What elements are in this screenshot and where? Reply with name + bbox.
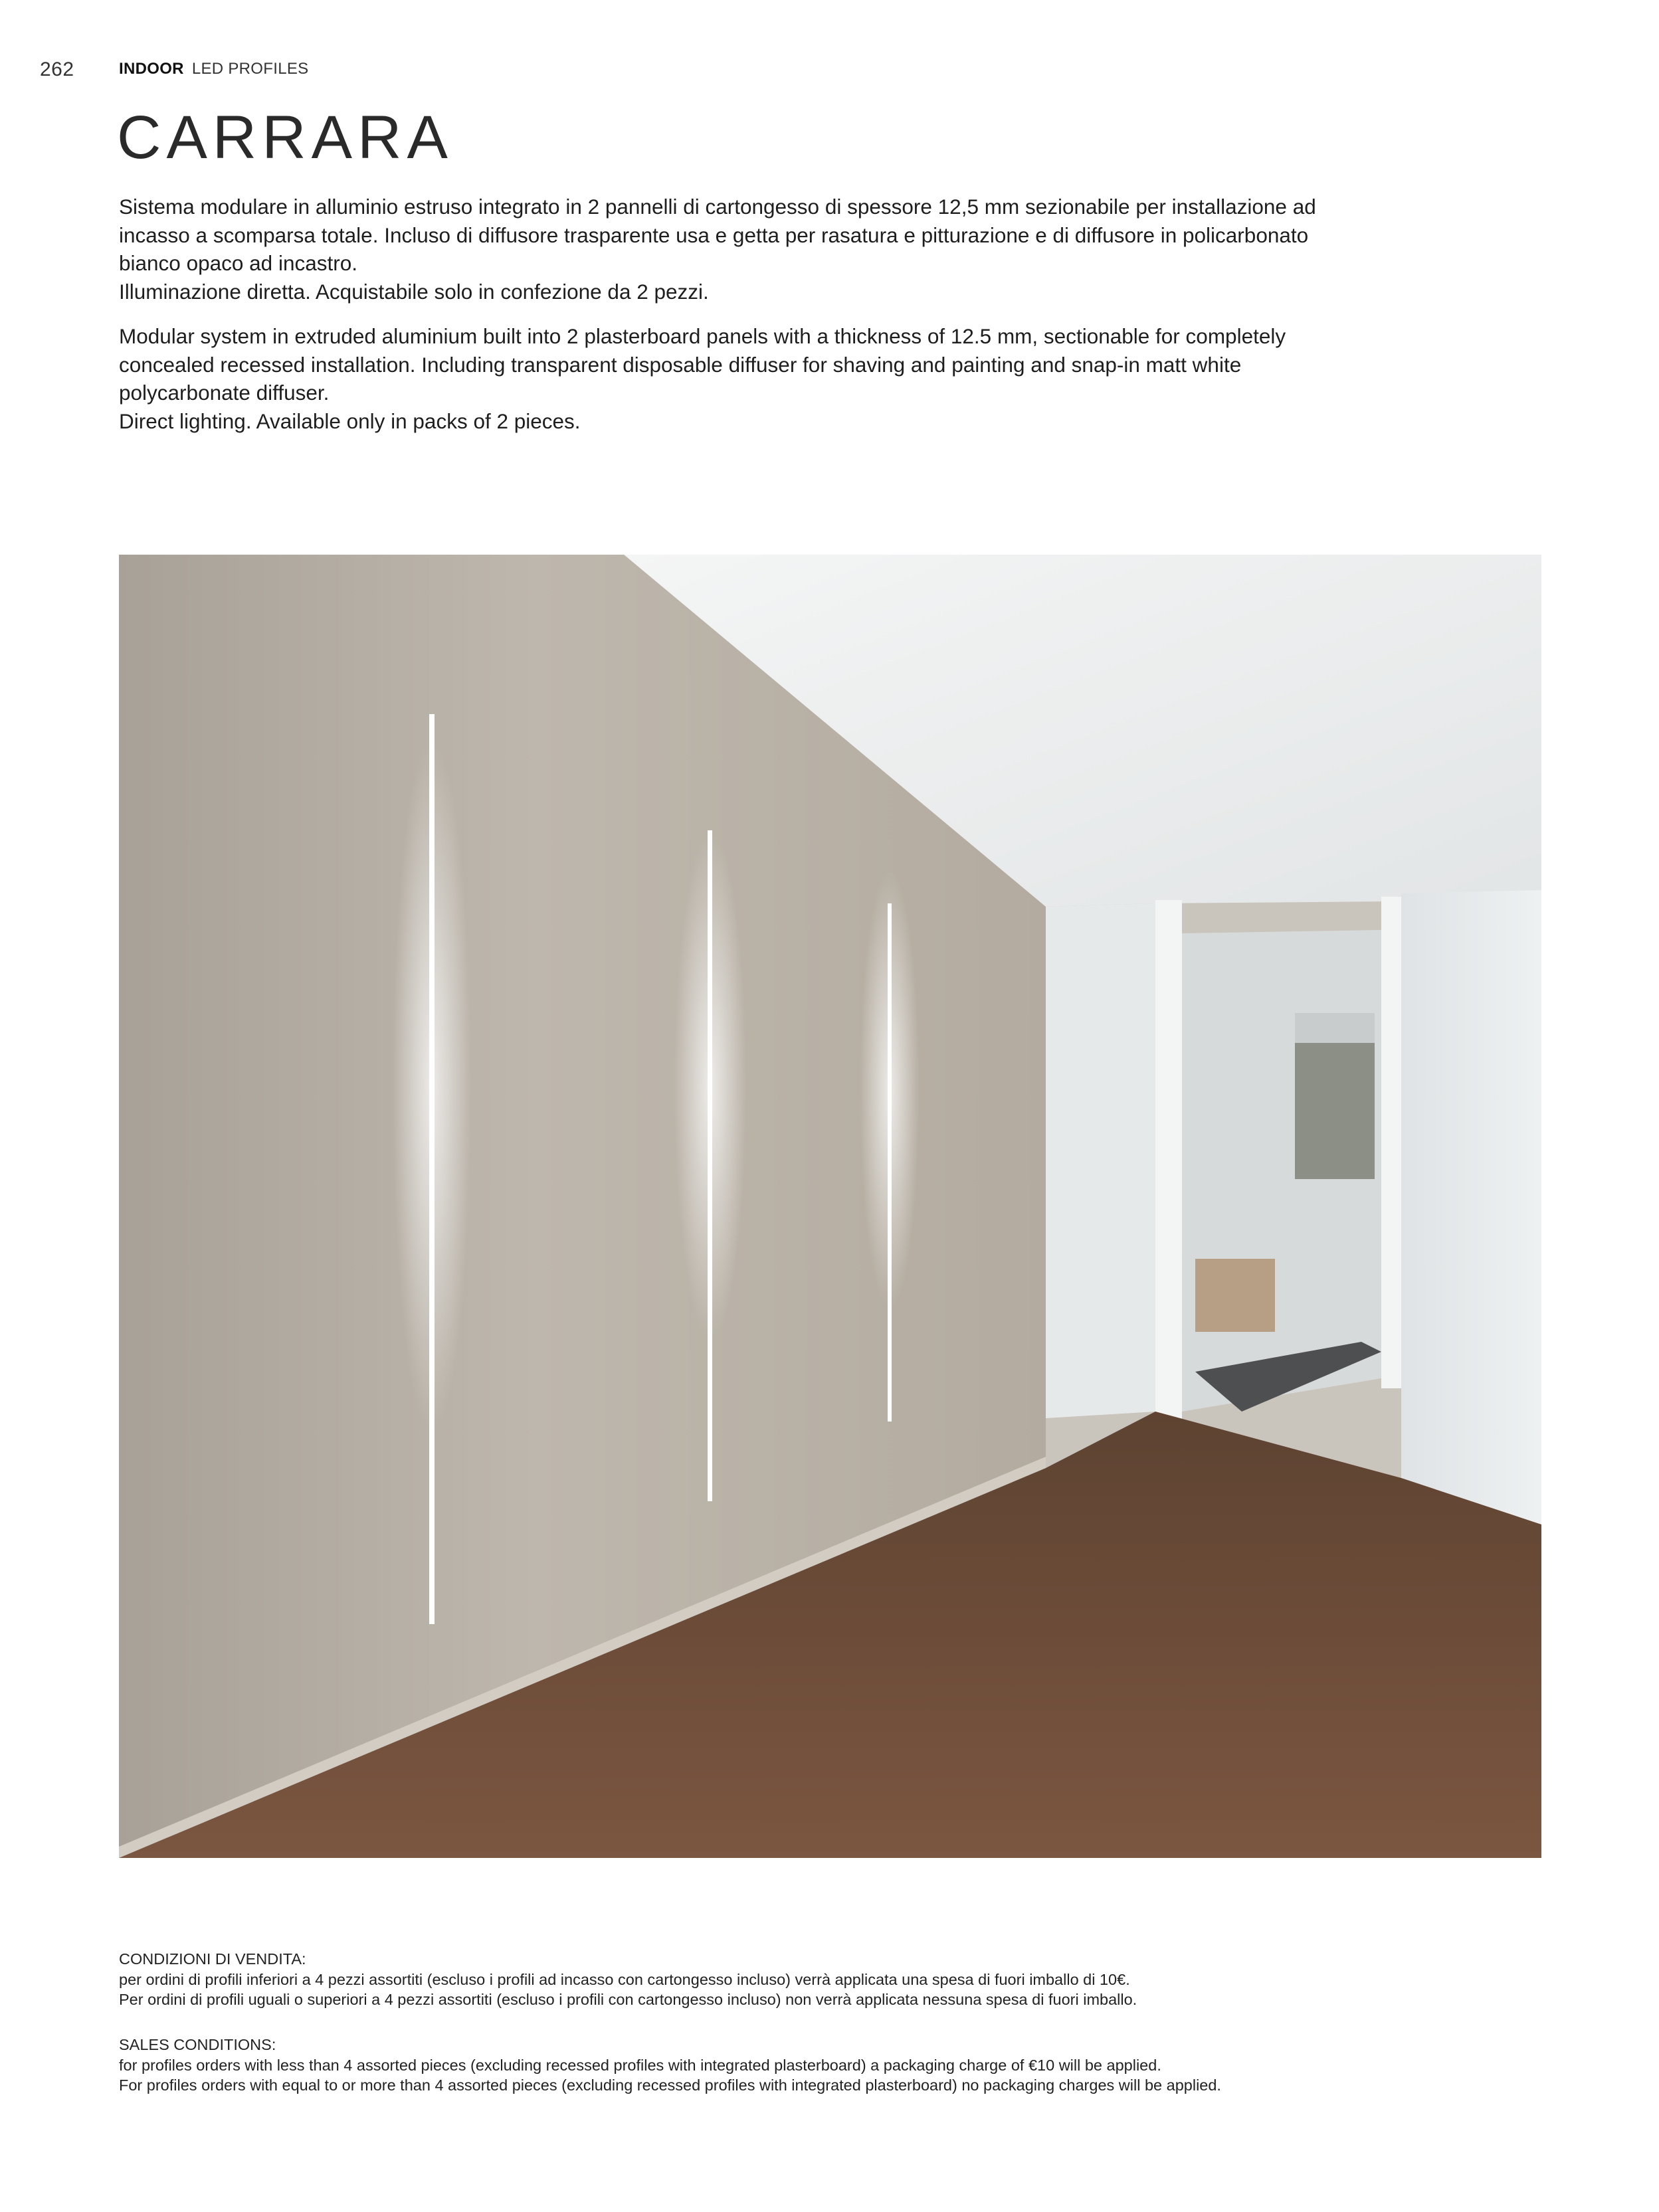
window-blind [1295, 1013, 1375, 1043]
conditions-heading: CONDIZIONI DI VENDITA: [119, 1950, 306, 1968]
sales-conditions-english [119, 2035, 1221, 2096]
conditions-line: For profiles orders with equal to or more than 4 assorted pieces (excluding recessed profiles with integrated plasterboard) no packaging charges will be applied. [119, 2076, 1221, 2094]
description-italian [119, 193, 1381, 306]
armchair [1195, 1259, 1275, 1332]
page-number: 262 [40, 58, 74, 80]
hallway-illustration [119, 555, 1541, 1858]
description-line: polycarbonate diffuser. [119, 381, 330, 405]
product-photo [119, 555, 1541, 1858]
corridor-wall [1046, 903, 1155, 1418]
section-category: INDOOR [119, 60, 184, 78]
led-strip [708, 830, 712, 1501]
sales-conditions-italian [119, 1949, 1137, 2010]
description-line: Sistema modulare in alluminio estruso integrato in 2 pannelli di cartongesso di spessore 12,5 mm sezionabile per installazione ad [119, 195, 1316, 219]
door-frame-left [1155, 900, 1182, 1431]
description-line: Illuminazione diretta. Acquistabile solo in confezione da 2 pezzi. [119, 279, 709, 304]
product-title: CARRARA [117, 104, 453, 171]
right-wall [1401, 890, 1541, 1524]
description-english [119, 322, 1381, 435]
led-strip [429, 714, 435, 1624]
window [1295, 1033, 1375, 1179]
description-line: bianco opaco ad incastro. [119, 251, 357, 275]
section-subcategory: LED PROFILES [191, 60, 309, 78]
conditions-heading: SALES CONDITIONS: [119, 2036, 276, 2053]
conditions-line: for profiles orders with less than 4 assorted pieces (excluding recessed profiles with integrated plasterboard) a packaging charge of €10 will be applied. [119, 2056, 1161, 2074]
door-frame-right [1381, 897, 1401, 1388]
description-line: incasso a scomparsa totale. Incluso di diffusore trasparente usa e getta per rasatura e pitturazione e di diffusore in policarbonato [119, 223, 1309, 247]
conditions-line: Per ordini di profili uguali o superiori a 4 pezzi assortiti (escluso i profili con cartongesso incluso) non verrà applicata nessuna spesa di fuori imballo. [119, 1991, 1137, 2008]
led-strip [888, 903, 892, 1422]
description-line: concealed recessed installation. Including transparent disposable diffuser for shaving and painting and snap-in matt white [119, 352, 1242, 377]
description-line: Modular system in extruded aluminium built into 2 plasterboard panels with a thickness of 12.5 mm, sectionable for completely [119, 324, 1286, 348]
description-line: Direct lighting. Available only in packs of 2 pieces. [119, 409, 581, 433]
section-header [119, 60, 308, 78]
conditions-line: per ordini di profili inferiori a 4 pezzi assortiti (escluso i profili ad incasso con cartongesso incluso) verrà applicata una spesa di fuori imballo di 10€. [119, 1970, 1130, 1988]
